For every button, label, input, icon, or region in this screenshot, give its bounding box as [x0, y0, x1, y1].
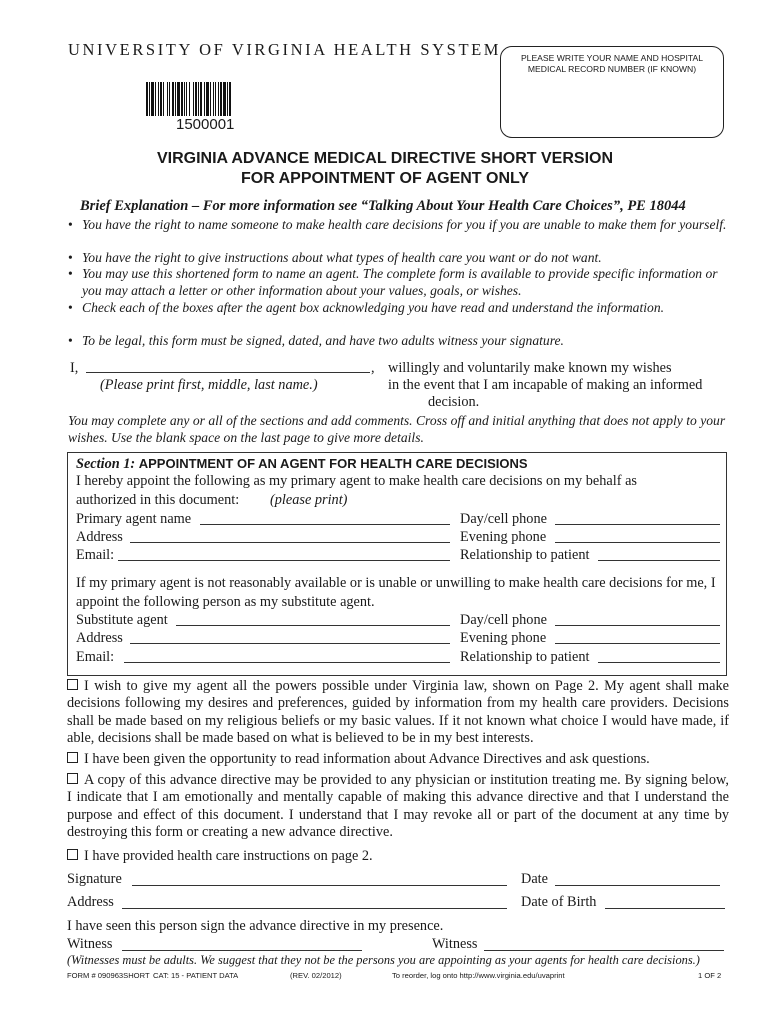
footer-reorder-link[interactable]: To reorder, log onto http://www.virginia.edu/uvaprint: [392, 971, 565, 980]
witness-note: (Witnesses must be adults. We suggest that they not be the persons you are appointing as your agents for health care decisions.): [67, 953, 700, 967]
substitute-email-label: Email:: [76, 649, 115, 665]
footer-page-number: 1 OF 2: [698, 971, 722, 980]
check-item-instructions: I have provided health care instructions on page 2.: [67, 848, 729, 865]
completion-note: You may complete any or all of the sections and add comments. Cross off and initial anything that does not apply to your wishes. Use the blank space on the last page to give more details.: [68, 413, 726, 445]
substitute-evening-phone-field[interactable]: [555, 631, 720, 644]
barcode-number: 1500001: [176, 116, 235, 133]
declaration-i: I,: [70, 360, 79, 376]
primary-email-label: Email:: [76, 547, 115, 563]
declaration-comma: ,: [371, 360, 375, 376]
signer-address-field[interactable]: [122, 895, 507, 909]
substitute-relationship-label: Relationship to patient: [460, 649, 590, 665]
substitute-agent-label: Substitute agent: [76, 612, 168, 628]
witness-1-field[interactable]: [122, 937, 362, 951]
declaration-text-3: decision.: [428, 394, 480, 410]
primary-relationship-label: Relationship to patient: [460, 547, 590, 563]
medical-record-box[interactable]: [500, 46, 724, 138]
bullet-item: • You have the right to name someone to make health care decisions for you if you are unable to make them for yourself.: [68, 217, 727, 232]
primary-day-phone-field[interactable]: [555, 512, 720, 525]
bullet-item: • You have the right to give instructions about what types of health care you want or do not want.: [68, 250, 602, 265]
form-title-line-1: VIRGINIA ADVANCE MEDICAL DIRECTIVE SHORT VERSION: [156, 150, 614, 167]
primary-email-field[interactable]: [118, 548, 450, 561]
date-of-birth-field[interactable]: [605, 895, 725, 909]
section-1-intro-1: I hereby appoint the following as my primary agent to make health care decisions on my behalf as: [76, 473, 637, 489]
section-1-heading: APPOINTMENT OF AN AGENT FOR HEALTH CARE DECISIONS: [138, 456, 528, 471]
substitute-address-field[interactable]: [130, 631, 450, 644]
date-label: Date: [521, 871, 548, 887]
date-of-birth-label: Date of Birth: [521, 894, 597, 910]
brief-explanation-heading: Brief Explanation – For more information see “Talking About Your Health Care Choices”, PE 18044: [80, 198, 686, 214]
section-1-intro-2: authorized in this document:: [76, 492, 240, 508]
signature-label: Signature: [67, 871, 122, 887]
copy-checkbox[interactable]: [67, 773, 78, 784]
witness-intro: I have seen this person sign the advance directive in my presence.: [67, 918, 444, 934]
please-print-hint: (please print): [270, 492, 348, 508]
signer-address-label: Address: [67, 894, 114, 910]
footer-form-number: FORM # 090963SHORT: [67, 971, 150, 980]
substitute-intro: If my primary agent is not reasonably available or is unable or unwilling to make health care decisions for me, I appoint the following person as my substitute agent.: [76, 575, 716, 610]
organization-name: UNIVERSITY OF VIRGINIA HEALTH SYSTEM: [68, 40, 502, 59]
footer-revision: (REV. 02/2012): [290, 971, 342, 980]
section-1-title: [76, 456, 528, 473]
declarant-name-field[interactable]: [86, 360, 370, 373]
bullet-item: • To be legal, this form must be signed, dated, and have two adults witness your signature.: [68, 333, 564, 348]
check-item-powers: I wish to give my agent all the powers possible under Virginia law, shown on Page 2. My agent shall make decisions following my desires and preferences, guided by information from my health care providers. Decisions shall be made based on my religious beliefs or my basic values. If it not known what choice I would have made, if able, decisions shall be made based on what is believed to be in my best interests.: [67, 678, 729, 747]
bullet-item: • Check each of the boxes after the agent box acknowledging you have read and understand the information.: [68, 300, 665, 315]
primary-address-label: Address: [76, 529, 123, 545]
substitute-agent-field[interactable]: [176, 613, 450, 626]
substitute-email-field[interactable]: [124, 650, 450, 663]
declaration-text-2: in the event that I am incapable of making an informed: [388, 377, 703, 393]
primary-address-field[interactable]: [130, 530, 450, 543]
witness-2-label: Witness: [432, 936, 478, 952]
date-field[interactable]: [555, 872, 720, 886]
substitute-day-phone-field[interactable]: [555, 613, 720, 626]
primary-agent-name-field[interactable]: [200, 512, 450, 525]
primary-evening-phone-label: Evening phone: [460, 529, 547, 545]
witness-2-field[interactable]: [484, 937, 724, 951]
primary-day-phone-label: Day/cell phone: [460, 511, 547, 527]
primary-agent-name-label: Primary agent name: [76, 511, 192, 527]
powers-checkbox[interactable]: [67, 679, 78, 690]
declaration-text-1: willingly and voluntarily make known my wishes: [388, 360, 672, 376]
check-item-read-info: I have been given the opportunity to read information about Advance Directives and ask questions.: [67, 751, 729, 768]
medical-record-instructions: PLEASE WRITE YOUR NAME AND HOSPITAL MEDICAL RECORD NUMBER (IF KNOWN): [520, 53, 704, 74]
substitute-address-label: Address: [76, 630, 123, 646]
substitute-relationship-field[interactable]: [598, 650, 720, 663]
primary-relationship-field[interactable]: [598, 548, 720, 561]
signature-field[interactable]: [132, 872, 507, 886]
barcode-image: [146, 82, 264, 116]
witness-1-label: Witness: [67, 936, 113, 952]
check-item-copy: A copy of this advance directive may be provided to any physician or institution treating me. By signing below, I indicate that I am emotionally and mentally capable of making this advance directive and that I understand the purpose and effect of this document. I understand that I may revoke all or part of the document at any time by destroying this form or creating a new advance directive.: [67, 772, 729, 841]
section-1-label: Section 1:: [76, 456, 136, 472]
substitute-evening-phone-label: Evening phone: [460, 630, 547, 646]
read-info-checkbox[interactable]: [67, 752, 78, 763]
footer-category: CAT: 15 - PATIENT DATA: [153, 971, 239, 980]
primary-evening-phone-field[interactable]: [555, 530, 720, 543]
form-title-line-2: FOR APPOINTMENT OF AGENT ONLY: [240, 170, 529, 187]
substitute-day-phone-label: Day/cell phone: [460, 612, 547, 628]
instructions-checkbox[interactable]: [67, 849, 78, 860]
print-name-hint: (Please print first, middle, last name.): [100, 377, 318, 393]
bullet-item: • You may use this shortened form to name an agent. The complete form is available to provide specific information or you may attach a letter or other information about your values, goals, or wishes.: [68, 266, 718, 298]
